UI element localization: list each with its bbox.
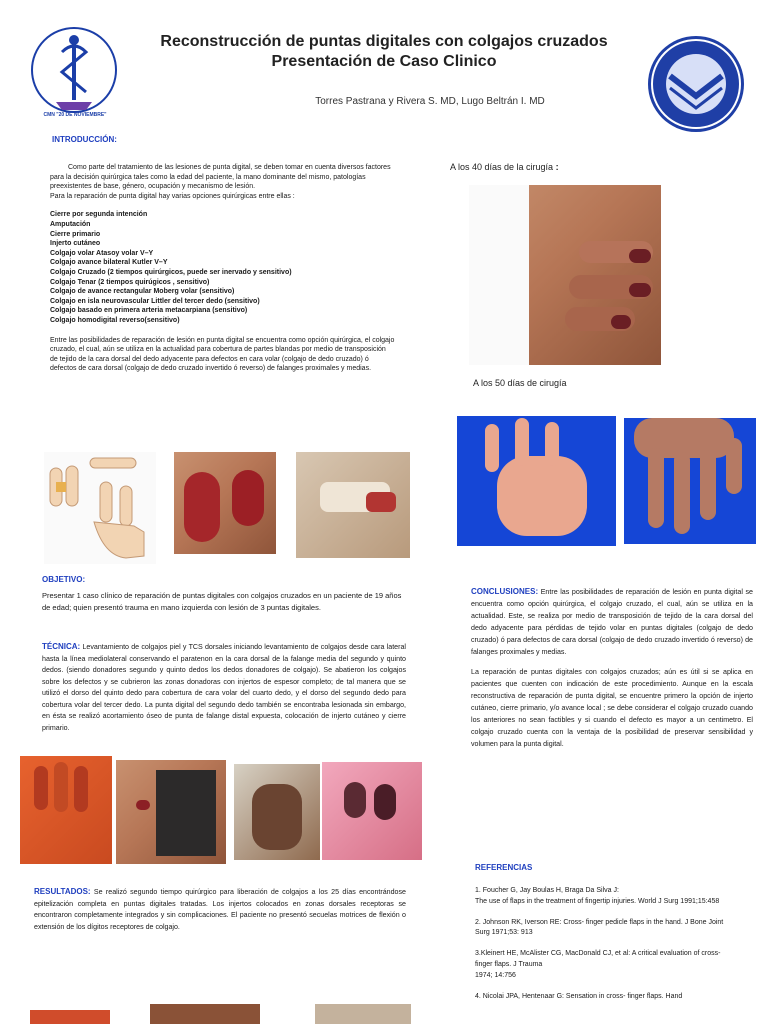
list-item: Colgajo basado en primera arteria metacarpiana (sensitivo) bbox=[50, 307, 248, 315]
reference-line: 3.Kleinert HE, McAlister CG, MacDonald CJ, et al: A critical evaluation of cross-finger flaps. J Trauma bbox=[475, 950, 721, 968]
list-item: Colgajo Tenar (2 tiempos quirúgicos , sensitivo) bbox=[50, 278, 210, 286]
referencias-heading: REFERENCIAS bbox=[475, 863, 533, 872]
caption-50-days: A los 50 días de cirugía bbox=[473, 378, 567, 388]
list-item bbox=[475, 949, 737, 981]
resultados-text: Se realizó segundo tiempo quirúrgico para liberación de colgajos a los 25 días encontrándose epitelización completa en puntas digitales tratadas. Los injertos colocados en zonas dorsales receptoras se encontraron completamente integrados y sin complicaciones. El paciente no presentó secuelas motrices de flexión o extensión de los dígitos receptores de colgajo. bbox=[34, 888, 406, 931]
tecnica-section bbox=[42, 641, 406, 734]
technique-photo-3 bbox=[234, 764, 320, 860]
technique-photo-2 bbox=[116, 760, 226, 864]
reference-line: 4. Nicolai JPA, Hentenaar G: Sensation in cross- finger flaps. Hand bbox=[475, 992, 683, 1000]
list-item: Amputación bbox=[50, 220, 91, 228]
list-item: Cierre por segunda intención bbox=[50, 211, 148, 219]
injured-fingers-photo bbox=[174, 452, 276, 554]
photo-50-days-dorsum bbox=[624, 418, 756, 544]
technique-photo-1 bbox=[20, 756, 112, 864]
authors: Torres Pastrana y Rivera S. MD, Lugo Beltrán I. MD bbox=[315, 96, 545, 107]
objetivo-heading: OBJETIVO: bbox=[42, 575, 86, 584]
subtitle-line: Presentación de Caso Clinico bbox=[271, 53, 497, 70]
left-logo bbox=[22, 22, 126, 126]
technique-photo-4 bbox=[322, 762, 422, 860]
conclusiones-section bbox=[471, 586, 753, 756]
list-item bbox=[475, 918, 737, 940]
reference-line: The use of flaps in the treatment of fingertip injuries. World J Surg 1991;15:458 bbox=[475, 897, 720, 905]
objetivo-text: Presentar 1 caso clínico de reparación de puntas digitales con colgajos cruzados en un paciente de 19 años de edad; quien presentó trauma en mano izquierda con lesión de 3 puntas digitales. bbox=[42, 591, 402, 612]
centro-medico-logo-icon bbox=[648, 36, 744, 132]
resultados-section bbox=[34, 886, 406, 933]
list-item: Cierre primario bbox=[50, 230, 101, 238]
reference-line: 1974; 14:756 bbox=[475, 971, 516, 979]
list-item: Colgajo homodigital reverso(sensitivo) bbox=[50, 316, 180, 324]
intro-closing: Entre las posibilidades de reparación de lesión en punta digital se encuentra como opción quirúrgica, el colgajo cruzado, el cual, aún se utiliza en la actualidad para cobertura de partes blandas por medio de transposición de tejido de la cara dorsal del dedo adyacente para defectos en cara volar (colgajo de dedo cruzado) ó defectos de cara dorsal (colgajo de dedo cruzado invertido ó reverso) de falanges proximales y medias. bbox=[50, 336, 395, 373]
right-logo bbox=[648, 36, 744, 132]
resultados-heading: RESULTADOS: bbox=[34, 887, 91, 896]
bottom-photo-3 bbox=[315, 1004, 411, 1024]
caption-40-mark: : bbox=[555, 162, 559, 172]
list-item: Colgajo en isla neurovascular Littler del tercer dedo (sensitivo) bbox=[50, 297, 260, 305]
list-item: Colgajo volar Atasoy volar V–Y bbox=[50, 249, 154, 257]
conclusiones-text-1: Entre las posibilidades de reparación de lesión en punta digital se encuentra como opción quirúrgica, el colgajo cruzado, el cual, aún se utiliza en la actualidad. Este, se realiza por medio de transposición de tejido de la cara dorsal del dedo adyacente para pérdidas de tejido volar en puntas digitales (colgajo de dedo cruzado) ó para defectos de cara dorsal (colgajo de dedo cruzado invertido ó reverso) de falanges proximales y medias. bbox=[471, 588, 753, 656]
bottom-photo-1 bbox=[30, 1010, 110, 1024]
list-item: Colgajo de avance rectangular Moberg volar (sensitivo) bbox=[50, 288, 235, 296]
photo-50-days-palm bbox=[457, 416, 616, 546]
list-item: Colgajo avance bilateral Kutler V–Y bbox=[50, 259, 168, 267]
title-line: Reconstrucción de puntas digitales con colgajos cruzados bbox=[160, 33, 608, 50]
caption-40-days bbox=[450, 162, 559, 172]
intro-heading: INTRODUCCIÓN: bbox=[52, 135, 117, 144]
list-item bbox=[475, 886, 737, 908]
conclusiones-text-2: La reparación de puntas digitales con colgajos cruzados; aún es útil si se aplica en pacientes que cuenten con indicación de este procedimiento. Aunque en la escala reconstructiva de reparación de punta digital, se encuentre primero la opción de injerto cutáneo, cierre primario, y/o avance local ; se debe considerar el colgajo cruzado cuando los anteriores no sean factibles y si cuando el defecto es mayor a un centimetro. El colgajo cruzado cuenta con la ventaja de la posibilidad de preservar sensibilidad y volumen para la punta digital. bbox=[471, 668, 753, 748]
intro-section bbox=[50, 163, 395, 380]
caduceus-logo-icon bbox=[22, 22, 126, 126]
poster-title bbox=[120, 32, 648, 72]
finger-diagram-icon bbox=[44, 452, 156, 564]
finger-diagram-image bbox=[44, 452, 156, 564]
reference-line: 2. Johnson RK, Iverson RE: Cross- finger pedicle flaps in the hand. J Bone Joint Surg 1971;53: 913 bbox=[475, 918, 724, 937]
tecnica-heading: TÉCNICA: bbox=[42, 642, 81, 651]
references-list bbox=[475, 886, 737, 1002]
list-item: Colgajo Cruzado (2 tiempos quirúrgicos, puede ser inervado y sensitivo) bbox=[50, 268, 292, 276]
list-item: Injerto cutáneo bbox=[50, 240, 101, 248]
bottom-photo-2 bbox=[150, 1004, 260, 1024]
conclusiones-heading: CONCLUSIONES: bbox=[471, 587, 539, 596]
left-logo-bottom-text: CMN "20 DE NOVIEMBRE" bbox=[43, 112, 107, 118]
list-item bbox=[475, 992, 737, 1003]
flap-surgery-photo bbox=[296, 452, 410, 558]
surgical-options-list bbox=[50, 210, 395, 325]
photo-40-days bbox=[469, 185, 661, 365]
tecnica-text: Levantamiento de colgajos piel y TCS dorsales iniciando levantamiento de colgajos desde cara lateral hasta la línea mediolateral conservando el paratenon en la cara dorsal de la falange media del segundo y quinto dedos. (siendo donadores segundo y quinto dedos los dedos donadores de colgajo). Se abatieron los colgajos sobre los defectos y se cubrieron las zonas donadoras con injertos de espesor completo; de tal manera que se utilizó el dorso del quinto dedo para cobertura de cara volar del cuarto dedo, y el dorso del segundo dedo para cobertura volar del tercer dedo. La punta digital del segundo dedo también se encontraba lesionada sin embargo, en ésta se realizó acortamiento óseo de punta de falange distal expuesta, colocación de injerto cutáneo y cierre primario. bbox=[42, 643, 406, 732]
caption-40-text: A los 40 días de la cirugía bbox=[450, 162, 554, 172]
intro-options-intro: Para la reparación de punta digital hay varias opciones quirúrgicas entre ellas : bbox=[50, 192, 295, 200]
intro-paragraph: Como parte del tratamiento de las lesiones de punta digital, se deben tomar en cuenta diversos factores para la decisión quirúrgica tales como la edad del paciente, la mano dominante del mismo, patologías preexistentes de base, género, ocupación y mecanismo de lesión. bbox=[50, 164, 391, 191]
reference-line: 1. Foucher G, Jay Boulas H, Braga Da Silva J: bbox=[475, 887, 619, 894]
